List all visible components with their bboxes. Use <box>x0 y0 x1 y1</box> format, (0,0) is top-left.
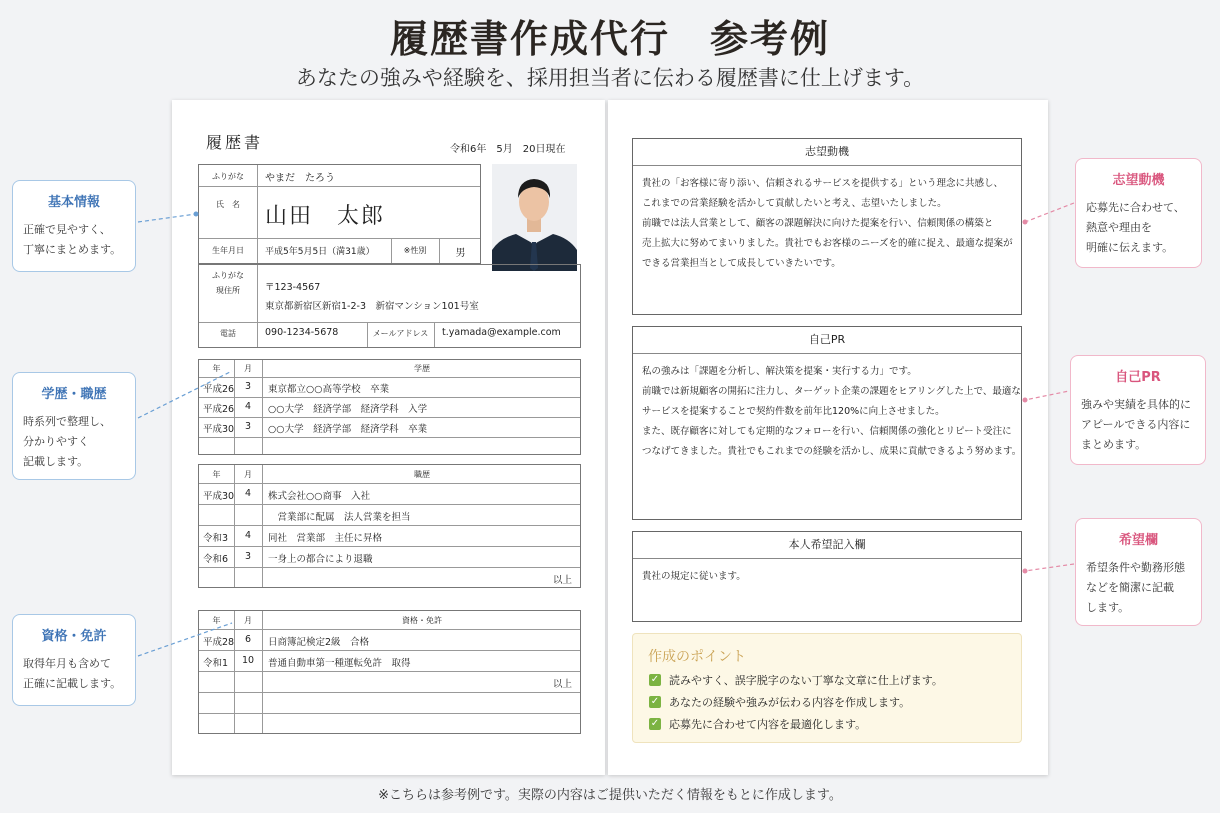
edu-month: 3 <box>244 381 252 392</box>
page-title: 履歴書作成代行 参考例 <box>389 17 830 61</box>
address-value: 東京都新宿区新宿1-2-3 新宿マンション101号室 <box>265 301 479 312</box>
edu-month: 3 <box>244 421 252 432</box>
career-text: 株式会社○○商事 入社 <box>268 491 371 502</box>
callout-line: アピールできる内容に <box>1081 418 1191 431</box>
check-icon: ✓ <box>650 674 660 685</box>
pr-line: サービスを提案することで契約件数を前年比120%に向上させました。 <box>642 406 945 417</box>
col-year: 年 <box>212 364 221 373</box>
email-value: t.yamada@example.com <box>442 327 561 338</box>
callout-line: 希望条件や勤務形態 <box>1086 561 1185 574</box>
email-label: メールアドレス <box>372 329 429 338</box>
callout-line: 応募先に合わせて、 <box>1086 201 1185 214</box>
career-text: 一身上の都合により退職 <box>268 554 373 565</box>
footer-note: ※こちらは参考例です。実際の内容はご提供いただく情報をもとに作成します。 <box>378 788 842 803</box>
callout-line: 正確で見やすく、 <box>23 223 111 236</box>
sex-label: ※性別 <box>403 246 427 255</box>
check-icon: ✓ <box>650 696 660 707</box>
career-text: 同社 営業部 主任に昇格 <box>268 533 383 544</box>
career-year: 令和6 <box>203 554 229 565</box>
career-year: 令和3 <box>203 533 229 544</box>
callout-title: 基本情報 <box>47 195 100 210</box>
callout-line: 明確に伝えます。 <box>1086 241 1174 254</box>
col-year: 年 <box>212 616 221 625</box>
phone-value: 090-1234-5678 <box>265 327 339 338</box>
motivation-header: 志望動機 <box>633 139 1021 166</box>
edu-text: 東京都立○○高等学校 卒業 <box>268 384 390 395</box>
points-title: 作成のポイント <box>648 649 746 665</box>
callout-line: 記載します。 <box>23 455 89 468</box>
callout-line: 取得年月も含めて <box>23 657 111 670</box>
motivation-line: 前職では法人営業として、顧客の課題解決に向けた提案を行い、信頼関係の構築と <box>642 218 994 229</box>
license-text: 普通自動車第一種運転免許 取得 <box>268 658 411 669</box>
career-end: 以上 <box>552 575 572 586</box>
birth-value: 平成5年5月5日（満31歳） <box>265 247 375 257</box>
callout-title: 自己PR <box>1115 370 1161 385</box>
callout-licenses <box>12 614 136 706</box>
callout-pr <box>1070 355 1206 465</box>
edu-year: 平成26 <box>203 384 235 395</box>
callout-motivation <box>1075 158 1202 268</box>
callout-line: 丁寧にまとめます。 <box>23 243 122 256</box>
edu-year: 平成26 <box>203 404 235 415</box>
col-month: 月 <box>244 364 252 373</box>
callout-line: 正確に記載します。 <box>23 677 122 690</box>
callout-title: 志望動機 <box>1112 173 1165 188</box>
career-month: 4 <box>244 488 252 499</box>
furigana-label: ふりがな <box>212 172 244 181</box>
callout-line: まとめます。 <box>1081 438 1147 451</box>
career-year: 平成30 <box>203 491 235 502</box>
license-month: 10 <box>241 655 255 666</box>
pr-line: つなげてきました。貴社でもこれまでの経験を活かし、成果に貢献できるよう努めます。 <box>642 446 1022 457</box>
address-label: 現住所 <box>216 286 240 295</box>
page-subtitle: あなたの強みや経験を、採用担当者に伝わる履歴書に仕上げます。 <box>295 66 925 90</box>
callout-line: 時系列で整理し、 <box>23 415 111 428</box>
sex-value: 男 <box>455 248 466 259</box>
callout-education <box>12 372 136 480</box>
resume-date: 令和6年 5月 20日現在 <box>450 144 566 155</box>
check-icon: ✓ <box>650 718 660 729</box>
license-year: 平成28 <box>203 637 235 648</box>
education-header: 学歴 <box>414 364 430 373</box>
birth-label: 生年月日 <box>212 246 244 255</box>
col-month: 月 <box>244 616 252 625</box>
motivation-line: 売上拡大に努めてまいりました。貴社でもお客様のニーズを的確に捉え、最適な提案が <box>642 238 1013 249</box>
callout-title: 資格・免許 <box>41 629 107 644</box>
motivation-line: 貴社の「お客様に寄り添い、信頼されるサービスを提供する」という理念に共感し、 <box>642 178 1004 189</box>
wishes-text: 貴社の規定に従います。 <box>642 571 746 582</box>
career-month: 3 <box>244 551 252 562</box>
callout-title: 学歴・職歴 <box>41 387 107 402</box>
pr-line: また、既存顧客に対しても定期的なフォローを行い、信頼関係の強化とリピート受注に <box>642 426 1012 437</box>
licenses-header: 資格・免許 <box>402 616 442 625</box>
callout-line: します。 <box>1086 601 1130 614</box>
phone-label: 電話 <box>220 329 236 338</box>
wishes-header: 本人希望記入欄 <box>633 532 1021 559</box>
motivation-line: これまでの営業経験を活かして貢献したいと考え、志望いたしました。 <box>642 198 947 209</box>
postal-code: 〒123-4567 <box>265 282 321 293</box>
edu-year: 平成30 <box>203 424 235 435</box>
callout-basic-info <box>12 180 136 272</box>
callout-line: 強みや実績を具体的に <box>1081 398 1191 411</box>
name-label: 氏 名 <box>216 200 240 209</box>
col-year: 年 <box>212 470 221 479</box>
pr-line: 私の強みは「課題を分析し、解決策を提案・実行する力」です。 <box>642 366 917 377</box>
career-month: 4 <box>244 530 252 541</box>
resume-title: 履歴書 <box>206 133 264 152</box>
edu-text: ○○大学 経済学部 経済学科 卒業 <box>268 424 428 435</box>
callout-title: 希望欄 <box>1118 533 1158 548</box>
license-year: 令和1 <box>203 658 229 669</box>
furigana-value: やまだ たろう <box>265 173 335 184</box>
license-month: 6 <box>244 634 252 645</box>
career-text: 営業部に配属 法人営業を担当 <box>268 512 411 523</box>
point-text: 応募先に合わせて内容を最適化します。 <box>669 718 867 731</box>
callout-wishes <box>1075 518 1202 626</box>
pr-line: 前職では新規顧客の開拓に注力し、ターゲット企業の課題をヒアリングした上で、最適な <box>642 386 1021 397</box>
license-text: 日商簿記検定2級 合格 <box>268 637 370 648</box>
edu-month: 4 <box>244 401 252 412</box>
name-value: 山田 太郎 <box>265 204 386 229</box>
point-text: あなたの経験や強みが伝わる内容を作成します。 <box>669 696 911 709</box>
career-header: 職歴 <box>414 470 430 479</box>
point-text: 読みやすく、誤字脱字のない丁寧な文章に仕上げます。 <box>669 674 943 687</box>
callout-line: などを簡潔に記載 <box>1086 581 1174 594</box>
address-furigana-label: ふりがな <box>212 271 244 280</box>
callout-line: 分かりやすく <box>23 435 89 448</box>
col-month: 月 <box>244 470 252 479</box>
motivation-line: できる営業担当として成長していきたいです。 <box>642 258 841 269</box>
callout-line: 熱意や理由を <box>1086 221 1152 234</box>
pr-header: 自己PR <box>633 327 1021 354</box>
edu-text: ○○大学 経済学部 経済学科 入学 <box>268 404 428 415</box>
licenses-end: 以上 <box>552 679 572 690</box>
